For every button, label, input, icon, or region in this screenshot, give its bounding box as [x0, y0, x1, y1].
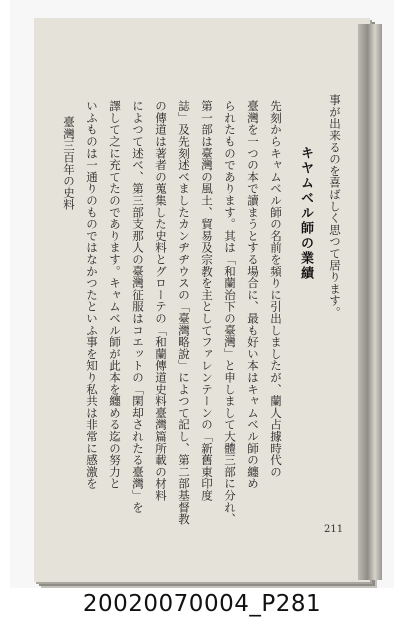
running-title: 臺灣三百年の史料	[62, 116, 76, 211]
book-page	[34, 18, 370, 582]
body-line: 譯して之に充てたのであります。キャムベル師が此本を纏める迄の努力と	[108, 100, 122, 490]
body-line: 第一部は臺灣の風土、貿易及宗教を主としてファレンテーンの「新舊東印度	[200, 100, 214, 502]
body-line: 先刻からキャムベル師の名前を頻りに引出しましたが、蘭人占據時代の	[269, 100, 283, 478]
body-line: の傳道は著者の蒐集した史料とグローテの「和蘭傳道史料臺灣篇所載の材料	[154, 100, 168, 502]
page-number: 211	[324, 524, 344, 535]
body-line: られたものであります。其は「和蘭治下の臺灣」と申しまして大體三部に分れ、	[223, 100, 237, 525]
body-line: 誌」及先刻述べましたカンヂヂウスの「臺灣略說」によつて記し、第二部基督教	[177, 100, 191, 525]
body-line: 臺灣を一つの本で讀まうとする場合に、最も好い本はキャムベル師の纏め	[246, 100, 260, 490]
body-line: いふものは一通りのものではなかつたといふ事を知り私共は非常に感激を	[85, 100, 99, 490]
body-line: によつて述べ、第三部支那人の臺灣征服はコエットの「閑却されたる臺灣」を	[131, 100, 145, 513]
section-heading: キヤムベル師の業績	[298, 146, 313, 281]
book-spine	[358, 24, 382, 580]
previous-text-line: 事が出来るのを喜ばしく思つて居ります。	[328, 94, 342, 319]
image-caption: 20020070004_P281	[82, 591, 322, 617]
